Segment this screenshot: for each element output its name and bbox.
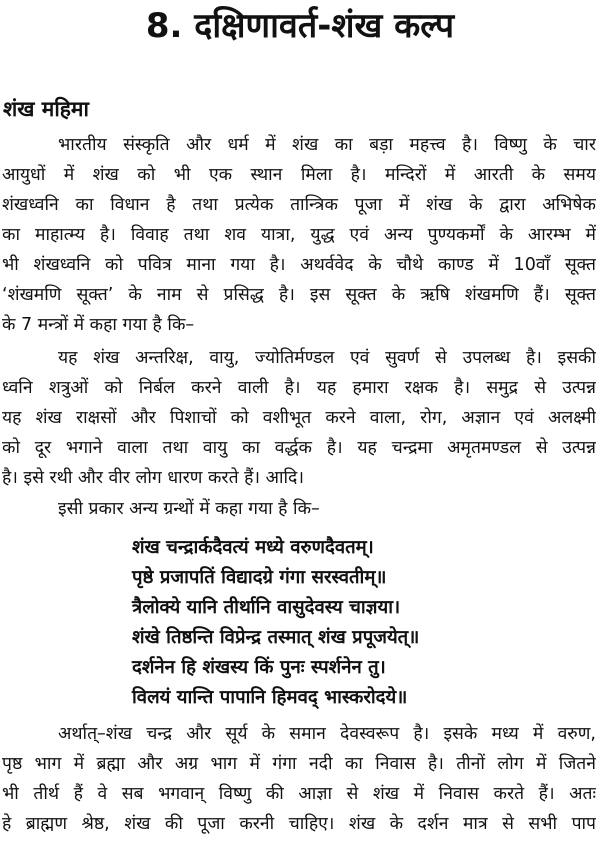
paragraph-line: को दूर भगाने वाला तथा वायु का वर्द्धक है। यह चन्द्रमा अमृतमण्डल से उत्पन्न [2, 438, 596, 458]
paragraph-line: ‘शंखमणि सूक्त’ के नाम से प्रसिद्ध है। इस सूक्त के ऋषि शंखमणि हैं। सूक्त [2, 285, 596, 305]
paragraph-line: पृष्ठ भाग में ब्रह्मा और अग्र भाग में गंगा नदी का निवास है। तीनों लोग में जितने [2, 754, 596, 774]
paragraph-line: आयुधों में शंख को भी एक स्थान मिला है। मन्दिरों में आरती के समय [2, 165, 596, 185]
section-heading: शंख महिमा [3, 97, 89, 121]
paragraph-line: है। इसे रथी और वीर लोग धारण करते हैं। आदि। [2, 468, 304, 488]
paragraph-line: भारतीय संस्कृति और धर्म में शंख का बड़ा महत्त्व है। विष्णु के चार [58, 135, 596, 155]
paragraph-line: यह शंख राक्षसों और पिशाचों को वशीभूत करने वाला, रोग, अज्ञान एवं अलक्ष्मी [2, 408, 596, 428]
verse-line: शंख चन्द्रार्कदैवत्यं मध्ये वरुणदैवतम्। [132, 537, 374, 558]
verse-line: विलयं यान्ति पापानि हिमवद् भास्करोदये॥ [132, 687, 408, 708]
verse-line: दर्शनेन हि शंखस्य किं पुनः स्पर्शनेन तु। [132, 657, 386, 678]
paragraph-line: ध्वनि शत्रुओं को निर्बल करने वाली है। यह हमारा रक्षक है। समुद्र से उत्पन्न [2, 378, 596, 398]
paragraph-line: भी तीर्थ हैं वे सब भगवान् विष्णु की आज्ञा से शंख में निवास करते हैं। अतः [2, 784, 596, 804]
paragraph-line: का माहात्म्य है। विवाह तथा शव यात्रा, युद्ध एवं अन्य पुण्यकर्मों के आरम्भ में [2, 225, 596, 245]
paragraph-line: शंखध्वनि का विधान है तथा प्रत्येक तान्त्रिक पूजा में शंख के द्वारा अभिषेक [2, 195, 596, 215]
chapter-title: 8. दक्षिणावर्त-शंख कल्प [145, 6, 455, 46]
paragraph-line: अर्थात्–शंख चन्द्र और सूर्य के समान देवस्वरूप है। इसके मध्य में वरुण, [58, 724, 596, 744]
paragraph-line: इसी प्रकार अन्य ग्रन्थों में कहा गया है कि– [58, 499, 320, 519]
verse-line: पृष्ठे प्रजापतिं विद्यादग्रे गंगा सरस्वतीम्॥ [132, 567, 387, 588]
verse-line: शंखे तिष्ठन्ति विप्रेन्द्र तस्मात् शंख प्रपूजयेत्॥ [132, 627, 420, 648]
paragraph-line: यह शंख अन्तरिक्ष, वायु, ज्योतिर्मण्डल एवं सुवर्ण से उपलब्ध है। इसकी [58, 348, 596, 368]
paragraph-line: भी शंखध्वनि को पवित्र माना गया है। अथर्ववेद के चौथे काण्ड में 10वाँ सूक्त [2, 255, 596, 275]
paragraph-line: के 7 मन्त्रों में कहा गया है कि– [2, 315, 195, 335]
paragraph-line: हे ब्राह्मण श्रेष्ठ, शंख की पूजा करनी चाहिए। शंख के दर्शन मात्र से सभी पाप [2, 814, 596, 834]
verse-line: त्रैलोक्ये यानि तीर्थानि वासुदेवस्य चाज्ञया। [132, 597, 401, 618]
